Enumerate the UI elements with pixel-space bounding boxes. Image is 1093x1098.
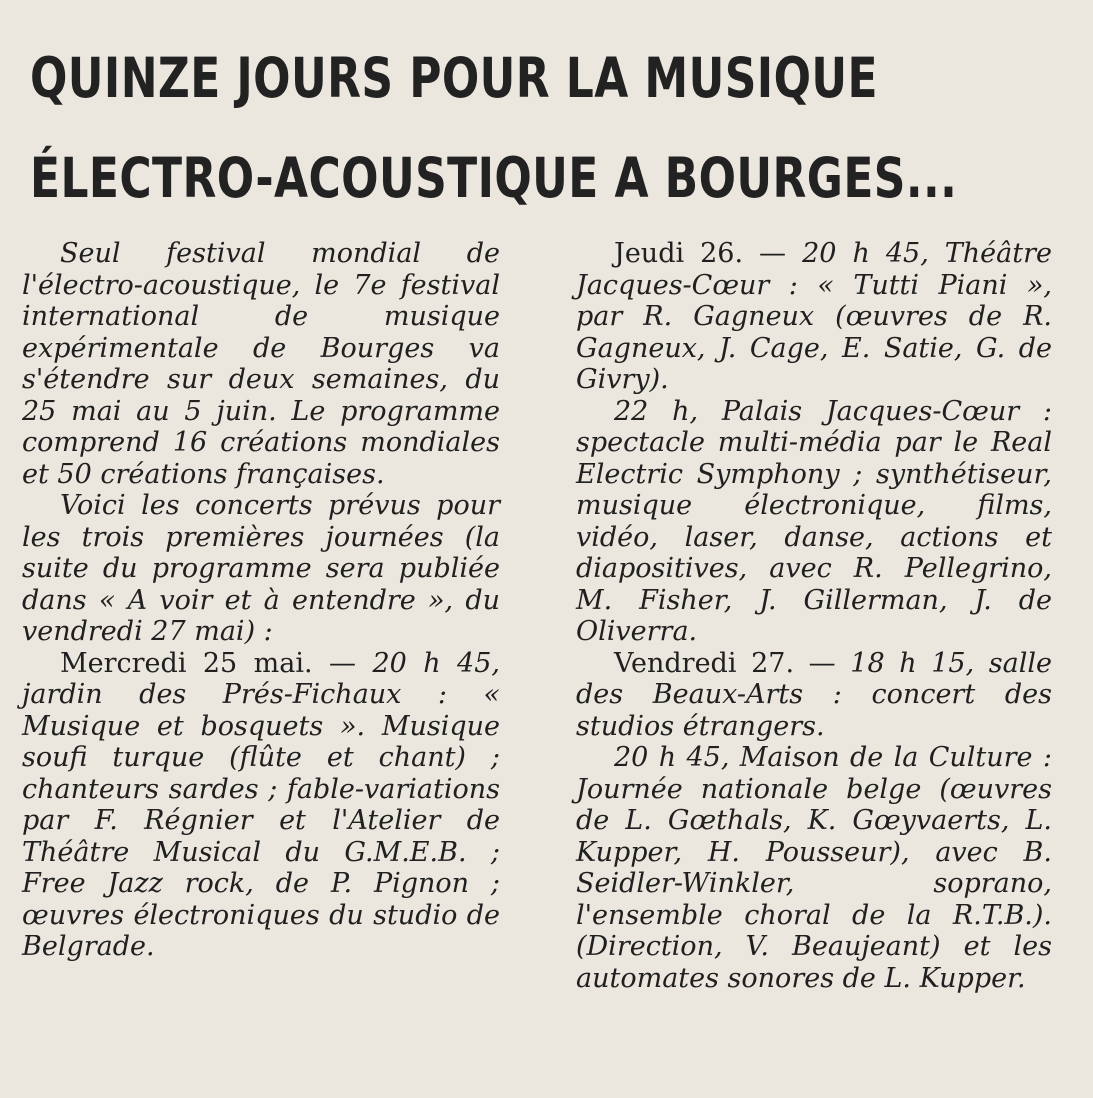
intro-paragraph: Seul festival mondial de l'électro-acoustique, le 7e festival international de musique expérimentale de Bourges va s'étendre sur deux semaines, du 25 mai au 5 juin. Le programme comprend 16 créations mondiales et 50 créations françaises. bbox=[22, 238, 500, 490]
headline-line-2: ÉLECTRO-ACOUSTIQUE A BOURGES... bbox=[30, 146, 958, 210]
friday-date: Vendredi 27. — bbox=[614, 647, 836, 679]
wednesday-paragraph bbox=[22, 648, 500, 963]
right-column bbox=[576, 238, 1052, 994]
thursday-text: 20 h 45, Théâtre Jacques-Cœur : « Tutti Piani », par R. Gagneux (œuvres de R. Gagneux, J. Cage, E. Satie, G. de Givry). bbox=[576, 238, 1052, 395]
friday-text: 18 h 15, salle des Beaux-Arts : concert des studios étrangers. bbox=[576, 647, 1052, 742]
program-intro-paragraph: Voici les concerts prévus pour les trois premières journées (la suite du programme sera publiée dans « A voir et à entendre », du vendredi 27 mai) : bbox=[22, 490, 500, 647]
wednesday-text: 20 h 45, jardin des Prés-Fichaux : « Musique et bosquets ». Musique soufi turque (flûte et chant) ; chanteurs sardes ; fable-variations par F. Régnier et l'Atelier de Théâtre Musical du G.M.E.B. ; Free Jazz rock, de P. Pignon ; œuvres électroniques du studio de Belgrade. bbox=[22, 647, 500, 962]
wednesday-date: Mercredi 25 mai. — bbox=[60, 647, 357, 679]
friday-paragraph bbox=[576, 648, 1052, 743]
friday-evening-paragraph: 20 h 45, Maison de la Culture : Journée nationale belge (œuvres de L. Gœthals, K. Gœyvaerts, L. Kupper, H. Pousseur), avec B. Seidler-Winkler, soprano, l'ensemble choral de la R.T.B.). (Direction, V. Beaujeant) et les automates sonores de L. Kupper. bbox=[576, 742, 1052, 994]
thursday-late-paragraph: 22 h, Palais Jacques-Cœur : spectacle multi-média par le Real Electric Symphony ; synthétiseur, musique électronique, films, vidéo, laser, danse, actions et diapositives, avec R. Pellegrino, M. Fisher, J. Gillerman, J. de Oliverra. bbox=[576, 395, 1052, 647]
thursday-paragraph bbox=[576, 238, 1052, 396]
headline-line-1: QUINZE JOURS POUR LA MUSIQUE bbox=[30, 46, 878, 110]
left-column bbox=[22, 238, 500, 963]
thursday-date: Jeudi 26. — bbox=[614, 238, 787, 269]
headline bbox=[30, 28, 957, 228]
